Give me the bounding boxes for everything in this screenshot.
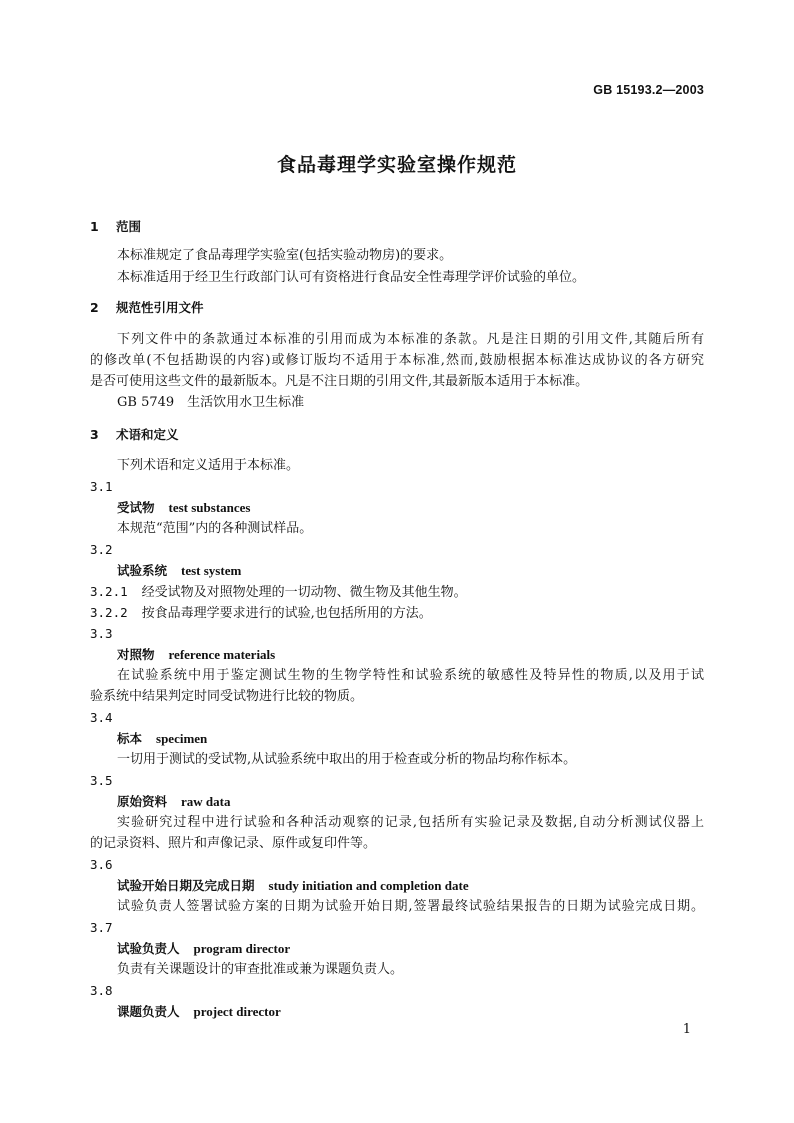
term-english: study initiation and completion date bbox=[268, 878, 469, 893]
term-definition: 试验负责人签署试验方案的日期为试验开始日期,签署最终试验结果报告的日期为试验完成日期。 bbox=[117, 899, 704, 914]
term-definition: 负责有关课题设计的审查批准或兼为课题负责人。 bbox=[117, 962, 404, 977]
clause-number: 3.8 bbox=[90, 983, 113, 998]
term-heading bbox=[117, 940, 290, 959]
clause-number: 3.5 bbox=[90, 773, 113, 788]
term-heading bbox=[117, 646, 275, 665]
subclause-text: 经受试物及对照物处理的一切动物、微生物及其他生物。 bbox=[141, 585, 467, 600]
section-1-heading bbox=[90, 218, 141, 236]
paragraph: 下列术语和定义适用于本标准。 bbox=[117, 458, 300, 473]
term-english: project director bbox=[193, 1004, 281, 1019]
clause-number: 3.1 bbox=[90, 479, 113, 494]
paragraph: 本标准规定了食品毒理学实验室(包括实验动物房)的要求。 bbox=[117, 248, 453, 263]
subclause-number: 3.2.2 bbox=[90, 605, 128, 620]
paragraph-line: 的修改单(不包括勘误的内容)或修订版均不适用于本标准,然而,鼓励根据本标准达成协议的各方研究 bbox=[90, 353, 704, 368]
clause-number: 3.4 bbox=[90, 710, 113, 725]
subclause bbox=[90, 583, 467, 602]
clause-number: 3.3 bbox=[90, 626, 113, 641]
term-definition-line: 的记录资料、照片和声像记录、原件或复印件等。 bbox=[90, 836, 377, 851]
term-english: specimen bbox=[156, 731, 208, 746]
section-number: 1 bbox=[90, 219, 99, 234]
subclause bbox=[90, 604, 432, 623]
term-chinese: 试验负责人 bbox=[117, 941, 180, 956]
term-definition: 本规范“范围”内的各种测试样品。 bbox=[117, 521, 313, 536]
term-chinese: 标本 bbox=[117, 731, 143, 746]
term-chinese: 原始资料 bbox=[117, 794, 168, 809]
term-chinese: 试验系统 bbox=[117, 563, 168, 578]
subclause-number: 3.2.1 bbox=[90, 584, 128, 599]
section-3-heading bbox=[90, 426, 179, 444]
paragraph-line: 是否可使用这些文件的最新版本。凡是不注日期的引用文件,其最新版本适用于本标准。 bbox=[90, 374, 589, 389]
term-heading bbox=[117, 793, 230, 812]
term-definition-line: 验系统中结果判定时同受试物进行比较的物质。 bbox=[90, 689, 364, 704]
normative-reference: GB 5749 生活饮用水卫生标准 bbox=[117, 395, 305, 410]
term-chinese: 受试物 bbox=[117, 500, 155, 515]
term-definition: 一切用于测试的受试物,从试验系统中取出的用于检查或分析的物品均称作标本。 bbox=[117, 752, 577, 767]
clause-number: 3.7 bbox=[90, 920, 113, 935]
term-definition-line: 实验研究过程中进行试验和各种活动观察的记录,包括所有实验记录及数据,自动分析测试仪器上 bbox=[117, 815, 704, 830]
document-title: 食品毒理学实验室操作规范 bbox=[276, 154, 517, 176]
section-number: 3 bbox=[90, 427, 99, 442]
term-english: program director bbox=[193, 941, 291, 956]
term-definition-line: 在试验系统中用于鉴定测试生物的生物学特性和试验系统的敏感性及特异性的物质,以及用于试 bbox=[117, 668, 704, 683]
section-title: 术语和定义 bbox=[116, 427, 179, 442]
paragraph-line: 下列文件中的条款通过本标准的引用而成为本标准的条款。凡是注日期的引用文件,其随后所有 bbox=[117, 332, 704, 347]
section-2-heading bbox=[90, 299, 204, 317]
section-title: 范围 bbox=[116, 219, 142, 234]
term-heading bbox=[117, 562, 241, 581]
page-number: 1 bbox=[682, 1022, 691, 1037]
clause-number: 3.6 bbox=[90, 857, 113, 872]
term-chinese: 对照物 bbox=[117, 647, 155, 662]
term-heading bbox=[117, 877, 469, 896]
subclause-text: 按食品毒理学要求进行的试验,也包括所用的方法。 bbox=[141, 606, 432, 621]
term-chinese: 课题负责人 bbox=[117, 1004, 180, 1019]
standard-code: GB 15193.2—2003 bbox=[593, 83, 704, 97]
term-heading bbox=[117, 499, 251, 518]
term-heading bbox=[117, 730, 207, 749]
term-english: test substances bbox=[168, 500, 251, 515]
section-number: 2 bbox=[90, 300, 99, 315]
section-title: 规范性引用文件 bbox=[116, 300, 204, 315]
term-english: raw data bbox=[181, 794, 231, 809]
term-heading bbox=[117, 1003, 281, 1022]
term-english: reference materials bbox=[168, 647, 276, 662]
term-chinese: 试验开始日期及完成日期 bbox=[117, 878, 255, 893]
clause-number: 3.2 bbox=[90, 542, 113, 557]
term-english: test system bbox=[181, 563, 242, 578]
paragraph: 本标准适用于经卫生行政部门认可有资格进行食品安全性毒理学评价试验的单位。 bbox=[117, 270, 586, 285]
